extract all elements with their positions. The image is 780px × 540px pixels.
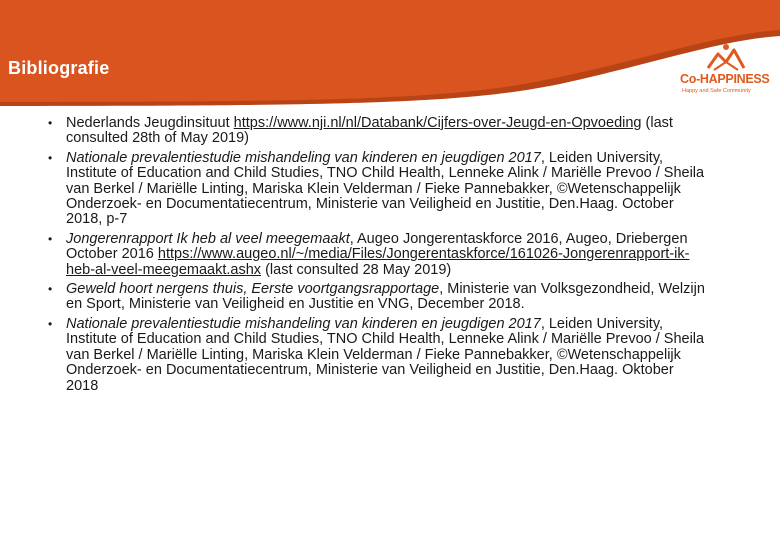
bullet-icon: •: [48, 282, 53, 297]
entry-text: , Augeo Jongerentaskforce 2016, Augeo, Driebergen October 2016: [66, 230, 688, 263]
entry-text: , Leiden University, Institute of Education and Child Studies, TNO Child Health, Lenneke Alink / Mariëlle Prevoo / Sheila van Berkel / Mariëlle Linting, Mariska Klein Velderman / Fieke Pannebakker, ©Wetenschappelijk Onderzoek- en Documentatiecentrum, Ministerie van Veiligheid en Justitie, Den.Haag. October 2018, p-7: [66, 149, 705, 228]
header-band: [0, 0, 780, 108]
entry-title: Geweld hoort nergens thuis, Eerste voortgangsrapportage: [66, 281, 440, 298]
entry-text-after: (last consulted 28th of May 2019): [66, 115, 673, 147]
bullet-icon: •: [48, 116, 53, 130]
entry-title: Nationale prevalentiestudie mishandeling van kinderen en jeugdigen 2017: [66, 149, 541, 166]
bullet-icon: •: [48, 316, 53, 331]
entry-text: Nederlands Jeugdinsituut: [66, 115, 234, 131]
entry-text-after: (last consulted 28 May 2019): [261, 261, 452, 278]
entry-title: Nationale prevalentiestudie mishandeling van kinderen en jeugdigen 2017: [66, 315, 541, 332]
reference-link[interactable]: https://www.nji.nl/nl/Databank/Cijfers-over-Jeugd-en-Opvoeding: [233, 115, 642, 131]
bibliography-entry: [48, 317, 708, 394]
bibliography-entry: [48, 116, 708, 147]
bibliography-entry: [48, 151, 708, 228]
logo-name: Co-HAPPINESS: [680, 72, 770, 86]
bibliography-entry: [48, 282, 708, 313]
header-wave-shape: [0, 0, 780, 108]
entry-text: , Ministerie van Volksgezondheid, Welzijn en Sport, Ministerie van Veiligheid en Justitie en VNG, December 2018.: [66, 281, 705, 313]
bullet-icon: •: [48, 150, 53, 165]
logo-tagline: Happy and Safe Community: [682, 88, 751, 94]
bibliography-content: [48, 116, 708, 398]
entry-title: Jongerenrapport Ik heb al veel meegemaakt: [66, 230, 350, 247]
reference-link[interactable]: https://www.augeo.nl/~/media/Files/Jongerentaskforce/161026-Jongerenrapport-ik-heb-al-veel-meegemaakt.ashx: [66, 246, 690, 278]
slide-title: Bibliografie: [8, 58, 110, 78]
bullet-icon: •: [48, 231, 53, 246]
co-happiness-logo: [676, 42, 776, 98]
logo-houses-icon: [706, 42, 746, 72]
entry-text: , Leiden University, Institute of Education and Child Studies, TNO Child Health, Lenneke Alink / Mariëlle Prevoo / Sheila van Berkel / Mariëlle Linting, Mariska Klein Velderman / Fieke Pannebakker, ©Wetenschappelijk Onderzoek- en Documentatiecentrum, Ministerie van Veiligheid en Justitie, Den.Haag. Oktober 2018: [66, 315, 705, 394]
bibliography-entry: [48, 232, 708, 278]
bibliography-list: [48, 116, 708, 394]
